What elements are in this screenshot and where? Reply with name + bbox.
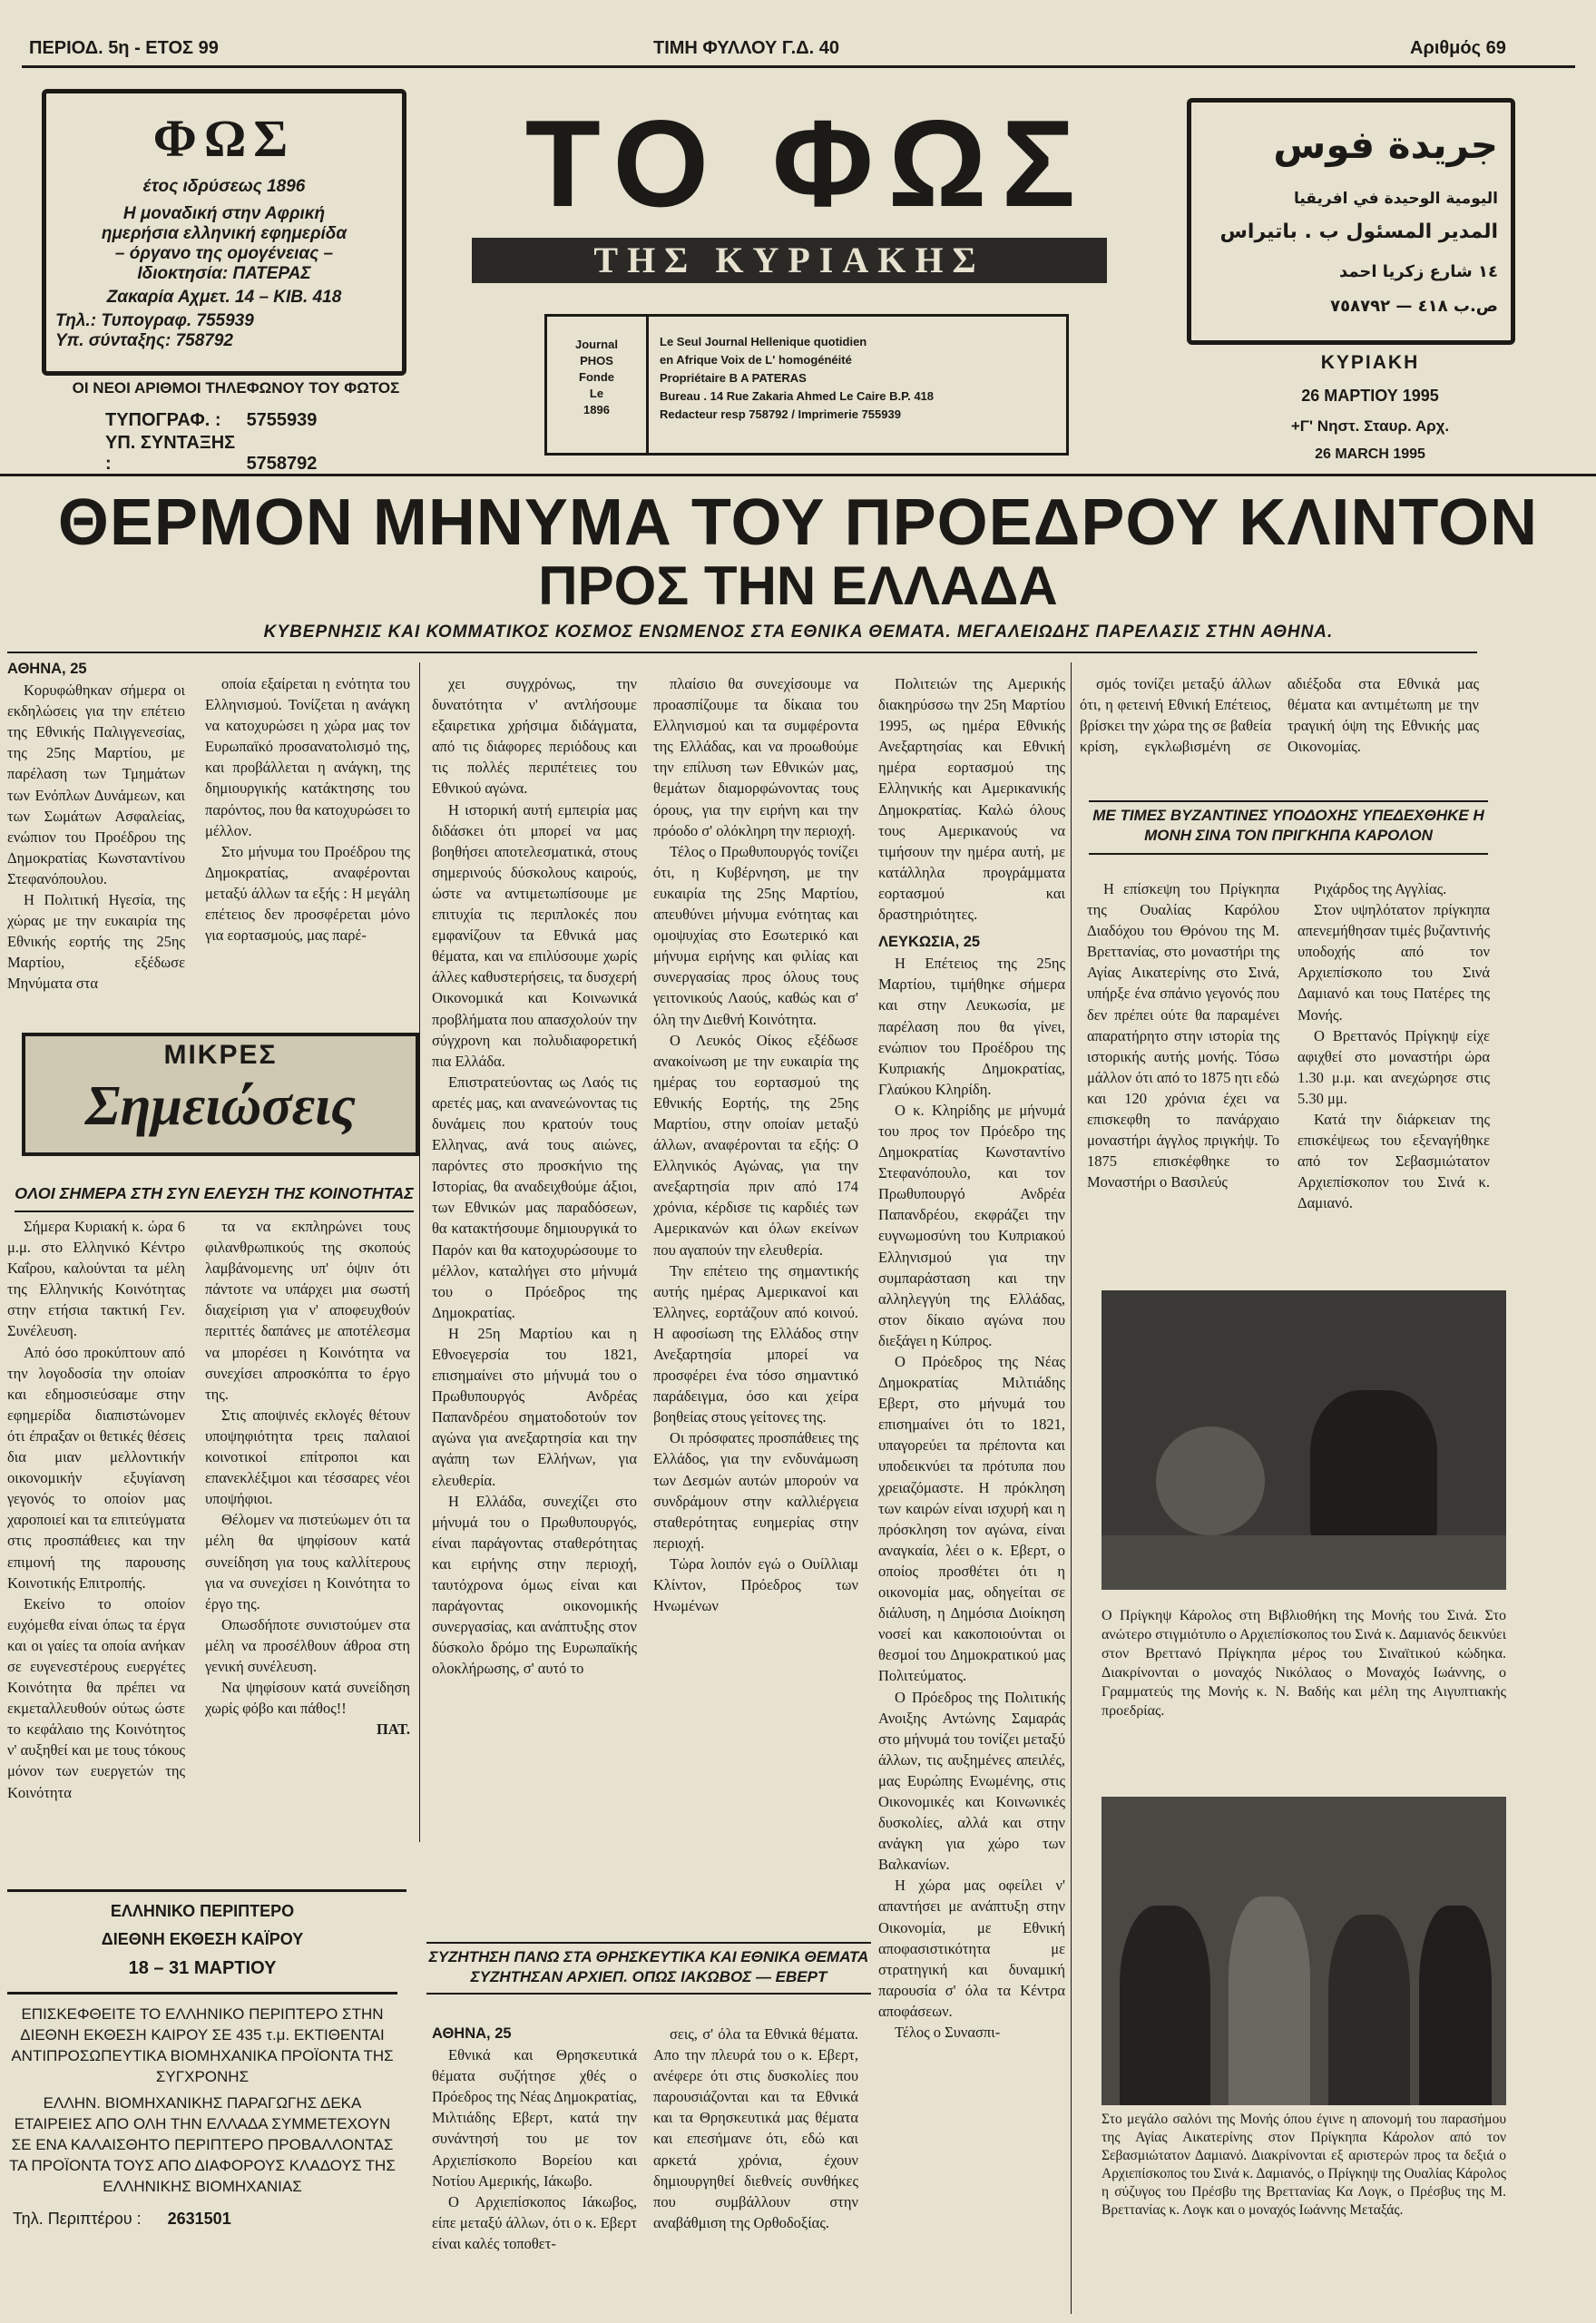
community-heading: ΟΛΟΙ ΣΗΜΕΡΑ ΣΤΗ ΣΥΝ ΕΛΕΥΣΗ ΤΗΣ ΚΟΙΝΟΤΗΤΑΣ bbox=[15, 1184, 414, 1202]
arabic-masthead-box bbox=[1187, 98, 1515, 345]
phone-block bbox=[54, 379, 417, 475]
headline-line2: ΠΡΟΣ ΤΗΝ ΕΛΛΑΔΑ bbox=[538, 555, 1058, 616]
masthead-left-box bbox=[42, 89, 406, 376]
column-banner-label: ΜΙΚΡΕΣ bbox=[163, 1040, 278, 1070]
pavilion-ad bbox=[7, 1902, 397, 2229]
article-column: Πολιτειών της Αμερικής διακηρύσσω την 25η Μαρτίου 1995, ως ημέρα Εθνικής Ανεξαρτησίας και Εθνική ημέρα εορτασμού της Ελληνικής και Αμερικανικής Δημοκρατίας. Καλώ όλους τους Αμερικανούς να τιμήσουν την ημέρα αυτή, με κατάλληλα προγράμματα εορτασμού και δραστηριότητες. ΛΕΥΚΩΣΙΑ, 25 Η Επέτειος της 25ης Μαρτίου, τιμήθηκε σήμερα και στην Λευκωσία, με παρέλαση που θα γίνει, ενώπιον του Προέδρου της Κυπριακής Δημοκρατίας, Γλαύκου Κληρίδη. Ο κ. Κληρίδης με μήνυμά του προς τον Πρόεδρο της Δημοκρατίας Κωνσταντίνο Στεφανόπουλο, και τον Πρωθυπουργό Ανδρέα Παπανδρέου, εκφράζει την ευγνωμοσύνη του Κυπριακού Ελληνισμού για την συμπαράσταση και την αλληλεγγύη της Ελλάδας, στον δίκαιο αγώνα που διεξάγει η Κύπρος. Ο Πρόεδρος της Νέας Δημοκρατίας Μιλτιάδης Εβερτ, στο μήνυμά του επισημαίνει ότι το 1821, υπαγορεύει τα πρέποντα και υποδεικνύει τα πρότυπα που χρειαζόμαστε. Η πρόκληση των καιρών είναι ισχυρή και η πρόσκληση τον αγώνα, είναι αναγκαία, λέει ο κ. Εβερτ, ο οποίος προσθέτει ότι η οικονομία μας, οδηγείται σε διάλυση, η Δημόσια Διοίκηση νοσεί και κακοποιούνται οι θεσμοί του Δημοκρατικού μας Πολιτεύματος. Ο Πρόεδρος της Πολιτικής Ανοιξης Αντώνης Σαμαράς στο μήνυμά του τονίζει μεταξύ άλλων, τις αυξημένες απειλές, μας Ευρώπης Ενωμένης, στις Οικονομικές και Κοινωνικές δυσκολίες, αλλά και στην ανάγκη για χώρο των Βαλκανίων. Η χώρα μας οφείλει ν' απαντήσει με ανάπτυξη στην Οικονομία, με Εθνική αποφασιστικότητα με στρατηγική και δυναμική παρουσία σ' όλα τα Κέντρα αποφάσεων. Τέλος ο Συνασπι- bbox=[878, 675, 1065, 2041]
founded-line: έτος ιδρύσεως 1896 bbox=[142, 177, 306, 196]
evert-heading: ΣΥΖΗΤΗΣΗ ΠΑΝΩ ΣΤΑ ΘΡΗΣΚΕΥΤΙΚΑ ΚΑΙ ΕΘΝΙΚΑ ΘΕΜΑΤΑ ΣΥΖΗΤΗΣΑΝ ΑΡΧΙΕΠ. ΟΠΩΣ ΙΑΚΩΒΟΣ — ΕΒΕΡΤ bbox=[428, 1948, 869, 1985]
weekday: ΚΥΡΙΑΚΗ bbox=[1320, 352, 1420, 373]
evert-column: ΑΘΗΝΑ, 25 Εθνικά και Θρησκευτικά θέματα συζήτησε χθές ο Πρόεδρος της Νέας Δημοκρατίας, Μιλτιάδης Εβερτ, κατά την συνάντησή του με τον Αρχιεπίσκοπο Βορείου και Νοτίου Αμερικής, Ιάκωβο. Ο Αρχιεπίσκοπος Ιάκωβος, είπε μεταξύ άλλων, ότι ο κ. Εβερτ είναι καλές τοποθετ- bbox=[432, 2025, 637, 2252]
price-info: ΤΙΜΗ ΦΥΛΛΟΥ Γ.Δ. 40 bbox=[653, 38, 839, 58]
newspaper-subtitle: ΤΗΣ ΚΥΡΙΑΚΗΣ bbox=[472, 238, 1107, 283]
arabic-line: المدير المسئول ب . باتيراس bbox=[1219, 221, 1498, 243]
author-signature: ΠΑΤ. bbox=[376, 1720, 410, 1739]
newspaper-title: ΤΟ ΦΩΣ bbox=[524, 94, 1091, 232]
evert-column: σεις, σ' όλα τα Εθνικά θέματα. Απο την πλευρά του ο κ. Εβερτ, ανέφερε ότι στις δυσκολίες που παρουσιάζονται και τα Εθνικά και τα Θρησκευτικά μας θέματα και επεσήμανε ότι, εδώ και αρκετά χρόνια, έχουν δημιουργηθεί διεθνείς συνθήκες που συμβάλλουν στην αναβάθμιση της Ορθοδοξίας. bbox=[653, 2025, 858, 2231]
ad-subtitle: ΔΙΕΘΝΗ ΕΚΘΕΣΗ ΚΑΪΡΟΥ bbox=[101, 1930, 304, 1948]
article-column: πλαίσιο θα συνεχίσουμε να προασπίζουμε τα δίκαια του Ελληνισμού και τα συμφέροντα της Ελλάδας, και να προωθούμε την επίλυση των Εθνικών μας, θεμάτων διαμορφώνοντας τους όρους, για την ειρήνη και την πρόοδο σ' ολόκληρη την περιοχή. Τέλος ο Πρωθυπουργός τονίζει ότι, η Κυβέρνηση, με την ευκαιρία της 25ης Μαρτίου, απευθύνει μήνυμα ενότητας και ομοψυχίας στο Εσωτερικό και μήνυμα ειρήνης και φιλίας και συνεργασίας προς όλους τους γειτονικούς Λαούς, καθώς και σ' όλη την Διεθνή Κοινότητα. Ο Λευκός Οίκος εξέδωσε ανακοίνωση με την ευκαιρία της ημέρας του εορτασμού της Εθνικής Εορτής, της 25ης Μαρτίου, στην οποίαν μεταξύ άλλων, αναφέρονται τα εξής: Ο Ελληνικός Αγώνας, για την ανεξαρτησία πριν από 174 χρόνια, κέρδισε τις καρδιές των Αμερικανών και όλων εκείνων που αγαπούν την ελευθερία. Την επέτειο της σημαντικής αυτής ημέρας Αμερικανοί και Έλληνες, εορτάζουν από κοινού. Η αφοσίωση της Ελλάδος στην Ανεξαρτησία μπορεί να προσφέρει ένα τόσο σημαντικό παράδειγμα, όσο και χείρα βοηθείας στους γείτονες της. Οι πρόσφατες προσπάθειες της Ελλάδος, για την ενδυνάμωση των Δεσμών αυτών μπορούν να συνδράμουν στην καλλιέργεια σταθερότητας ευημερίας στην περιοχή. Τώρα λοιπόν εγώ ο Ουίλλιαμ Κλίντον, Πρόεδρος των Ηνωμένων bbox=[653, 675, 858, 1615]
ad-dates: 18 – 31 ΜΑΡΤΙΟΥ bbox=[128, 1958, 277, 1978]
sina-heading: ΜΕ ΤΙΜΕΣ ΒΥΖΑΝΤΙΝΕΣ ΥΠΟΔΟΧΗΣ ΥΠΕΔΕΧΘΗΚΕ Η ΜΟΝΗ ΣΙΝΑ ΤΟΝ ΠΡΙΓΚΗΠΑ ΚΑΡΟΛΟΝ bbox=[1092, 807, 1484, 844]
masthead-line: ημερήσια ελληνική εφημερίδα bbox=[101, 224, 348, 243]
french-info-right: Le Seul Journal Hellenique quotidien en Afrique Voix de L' homogénéité Propriétaire B A PATERAS Bureau . 14 Rue Zakaria Ahmed Le Caire B.P. 418 Redacteur resp 758792 / Imprimerie 755939 bbox=[660, 335, 935, 421]
french-info-left: Journal PHOS Fonde Le 1896 bbox=[547, 317, 649, 453]
masthead-line: Ζακαρία Αχμετ. 14 – ΚΙΒ. 418 bbox=[106, 288, 342, 307]
ad-phone-label: Τηλ. Περιπτέρου : bbox=[13, 2210, 142, 2228]
arabic-line: اليومية الوحيدة في افريقيا bbox=[1293, 190, 1498, 208]
masthead-line: Τηλ.: Τυπογραφ. 755939 bbox=[55, 311, 254, 330]
arabic-line: ص.ب ٤١٨ — ٧٥٨٧٩٢ bbox=[1330, 297, 1498, 316]
article-column: σμός τονίζει μεταξύ άλλων ότι, η φετεινή Εθνική Επέτειος, βρίσκει την χώρα της σε βαθεία κρίση, εγκλωβισμένη σε αδιέξοδα στα Εθνικά μας θέματα και αντιμέτωπη με την τραγική όψη της Εθνικής μας Οικονομίας. bbox=[1080, 675, 1479, 756]
top-strip bbox=[22, 34, 1575, 62]
french-info-box bbox=[544, 314, 1069, 456]
headline-kicker: ΚΥΒΕΡΝΗΣΙΣ ΚΑΙ ΚΟΜΜΑΤΙΚΟΣ ΚΟΣΜΟΣ ΕΝΩΜΕΝΟΣ ΣΤΑ ΕΘΝΙΚΑ ΘΕΜΑΤΑ. ΜΕΓΑΛΕΙΩΔΗΣ ΠΑΡΕΛΑΣΙΣ ΣΤΗΝ ΑΘΗΝΑ. bbox=[263, 622, 1334, 642]
ad-body: ΕΠΙΣΚΕΦΘΕΙΤΕ ΤΟ ΕΛΛΗΝΙΚΟ ΠΕΡΙΠΤΕΡΟ ΣΤΗΝ ΔΙΕΘΝΗ ΕΚΘΕΣΗ ΚΑΙΡΟΥ ΣΕ 435 τ.μ. ΕΚΤΙΘΕΝΤΑΙ ΑΝΤΙΠΡΟΣΩΠΕΥΤΙΚΑ ΒΙΟΜΗΧΑΝΙΚΑ ΠΡΟΪΟΝΤΑ ΤΗΣ ΣΥΓΧΡΟΝΗΣ bbox=[11, 2005, 394, 2085]
ad-phone: 2631501 bbox=[167, 2210, 231, 2228]
photo-caption: Στο μεγάλο σαλόνι της Μονής όπου έγινε η απονομή του παρασήμου της Αγίας Αικατερίνης στον Πρίγκηπα Κάρολον από τον Σεβασμιώτατον Δαμιανό. Διακρίνονται εξ αριστερών προς τα δεξιά ο Αρχιεπίσκοπος του Σινά κ. Δαμιανός, ο Πρίγκηψ της Ουαλίας Κάρολος η σύζυγος του Πρέσβυ της Βρεττανίας Κα Λογκ, ο Πρέσβυς της Μ. Βρεττανίας κ. Λογκ και ο μοναχός Ιωάννης Μεταξάς. bbox=[1102, 2112, 1506, 2218]
masthead-logo: ΦΩΣ bbox=[152, 109, 296, 168]
arabic-line: ١٤ شارع زكريا احمد bbox=[1338, 262, 1498, 281]
sina-column: Η επίσκεψη του Πρίγκηπα της Ουαλίας Καρόλου Διαδόχου του Θρόνου της Μ. Βρεττανίας, στο μοναστήρι της Αγίας Αικατερίνης στο Σινά, υπήρξε ένα σπάνιο γεγονός που δεν πρέπει ούτε θα παραμένει απαρατήρητο στην ιστορία της ιστορικής αυτής μονής. Τόσω μάλλον ότι από το 1875 ητι εδώ και 120 χρόνια έχει να επισκεφθη το πανάρχαιο μοναστήρι άγγλος πριγκήψ. Το 1875 επισκέφθηκε το Μοναστήρι ο Βασιλεύς bbox=[1087, 880, 1279, 1191]
photo-salon bbox=[1102, 1797, 1506, 2105]
ad-body: ΕΛΛΗΝ. ΒΙΟΜΗΧΑΝΙΚΗΣ ΠΑΡΑΓΩΓΗΣ ΔΕΚΑ ΕΤΑΙΡΕΙΕΣ ΑΠΟ ΟΛΗ ΤΗΝ ΕΛΛΑΔΑ ΣΥΜΜΕΤΕΧΟΥΝ ΣΕ ΕΝΑ ΚΑΛΑΙΣΘΗΤΟ ΠΕΡΙΠΤΕΡΟ ΠΡΟΒΑΛΛΟΝΤΑΣ ΤΑ ΠΡΟΪΟΝΤΑ ΤΟΥΣ ΑΠΟ ΔΙΑΦΟΡΟΥΣ ΚΛΑΔΟΥΣ ΤΗΣ ΕΛΛΗΝΙΚΗΣ ΒΙΟΜΗΧΑΝΙΑΣ bbox=[9, 2094, 396, 2195]
issue-info: ΠΕΡΙΟΔ. 5η - ΕΤΟΣ 99 bbox=[29, 38, 219, 58]
masthead-line: Υπ. σύνταξης: 758792 bbox=[55, 331, 233, 350]
headline-line1: ΘΕΡΜΟΝ ΜΗΝΥΜΑ ΤΟΥ ΠΡΟΕΔΡΟΥ ΚΛΙΝΤΟΝ bbox=[57, 486, 1539, 559]
phone-label: ΥΠ. ΣΥΝΤΑΞΗΣ : bbox=[105, 433, 236, 474]
issue-date: 26 ΜΑΡΤΙΟΥ 1995 bbox=[1301, 387, 1439, 405]
article-column: ΑΘΗΝΑ, 25 Κορυφώθηκαν σήμερα οι εκδηλώσεις για την επέτειο της Εθνικής Παλιγγενεσίας, της 25ης Μαρτίου, με παρέλαση των Τμημάτων των Ενόπλων Δυνάμεων, και των Σωμάτων Ασφαλείας, ενώπιον του Προέδρου της Δημοκρατίας Κωνσταντίνου Στεφανόπουλου. Η Πολιτική Ηγεσία, της χώρας με την ευκαιρία της Εθνικής εορτής της 25ης Μαρτίου, εξέδωσε Μηνύματα στα bbox=[7, 661, 185, 993]
phone-value: 5758792 bbox=[246, 454, 318, 474]
issue-number: Αριθμός 69 bbox=[1410, 38, 1506, 58]
masthead-line: Η μοναδική στην Αφρική bbox=[122, 204, 326, 223]
community-column: τα να εκπληρώνει τους φιλανθρωπικούς της σκοπούς λαμβάνομενης υπ' όψιν ότι πάντοτε να υπάρχει μια σωστή διαχείριση για ν' αποφευχθούν περιττές δαπάνες με αποτέλεσμα να μπορέσει η Κοινότητα να συνεχίσει απροσκόπτα το έργο της. Στις αποψινές εκλογές θέτουν υποψηφιότητα τρεις παλαιοί κοινοτικοί επίτροποι και επανεκλέξιμοι και τέσσαρες νέοι υποψήφιοι. Θέλομεν να πιστεύωμεν ότι τα μέλη θα ψηφίσουν κατά συνείδηση για τους καλλίτερους για να συνεχίσει η Κοινότητα το έργο της. Οπωσδήποτε συνιστούμεν στα μέλη να προσέλθουν άθροα στη γενική συνέλευση. Να ψηφίσουν κατά συνείδηση χωρίς φόβο και πάθος!! ΠΑΤ. bbox=[205, 1216, 410, 1877]
arabic-title: جريدة فوس bbox=[1273, 123, 1498, 167]
phone-label: ΤΥΠΟΓΡΑΦ. : bbox=[105, 410, 221, 430]
column-banner bbox=[22, 1033, 419, 1156]
phones-title: ΟΙ ΝΕΟΙ ΑΡΙΘΜΟΙ ΤΗΛΕΦΩΝΟΥ ΤΟΥ ΦΩΤΟΣ bbox=[72, 379, 400, 397]
photo-library bbox=[1102, 1290, 1506, 1590]
photo-caption: Ο Πρίγκηψ Κάρολος στη Βιβλιοθήκη της Μονής του Σινά. Στο ανώτερο στιγμιότυπο ο Αρχιεπίσκοπος του Σινά κ. Δαμιανός δεικνύει στον Βρεττανό Πρίγκηπα μέρος του Σιναϊτικού κώδηκα. Διακρίνονται ο μοναχός Νικόλαος ο Μοναχός Ιωάννης, ο Γραμματεύς της Μονής κ. Ν. Βαδής και μέλη της Αιγυπτιακής προεδρίας. bbox=[1102, 1608, 1507, 1719]
feast-day: +Γ' Νηστ. Σταυρ. Αρχ. bbox=[1290, 417, 1450, 435]
phone-value: 5755939 bbox=[246, 410, 318, 430]
issue-date-en: 26 MARCH 1995 bbox=[1315, 446, 1425, 462]
community-column: Σήμερα Κυριακή κ. ώρα 6 μ.μ. στο Ελληνικό Κέντρο Καΐρου, καλούνται τα μέλη της Ελληνικής Κοινότητας στην ετήσια τακτική Γεν. Συνέλευση. Από όσο προκύπτουν από την λογοδοσία την οποίαν και εδημοσιεύσαμε στην εφημερίδα διαπιστώνομεν ότι έπραξαν οι θετικές θέσεις δια μιαν μελλοντικήν οικονομικήν εξυγίανση γεγονός το οποίον μας χαροποιεί και τα επιτεύγματα στις προσπάθειες και την επιμονή της παρουσης Κοινοτικής Επιτροπής. Εκείνο το οποίον ευχόμεθα είναι όπως τα έργα και οι γαίες τα οποία ανήκαν σε ευγενεστέρους ευεργέτες Κοινότητα θα πρέπει να εκμεταλλευθούν ούτως ώστε το κεφάλαιο της Κοινότητος ν' αυξηθεί και με τους τόκους μόνον των ευεργετών της Κοινότητα bbox=[7, 1218, 185, 1801]
article-column: οποία εξαίρεται η ενότητα του Ελληνισμού. Τονίζεται η ανάγκη να κατοχυρώσει η χώρα μας τον Ευρωπαϊκό προσανατολισμό της, και προβάλλεται η ανάγκη, της δημιουργικής κατάκτησης του παρόντος, που θα κατοχυρώσει το μέλλον. Στο μήνυμα του Προέδρου της Δημοκρατίας, αναφέρονται μεταξύ άλλων τα εξής : Η μεγάλη επέτειος δεν προσφέρεται μόνο για εορτασμούς, μας παρέ- bbox=[205, 675, 410, 945]
article-column: χει συγχρόνως, την δυνατότητα ν' αντλήσουμε εξαιρετικα χρήσιμα διδάγματα, από τις διάφορες περιόδους και τις πολλές περιπέτειες του Εθνικού αγώνα. Η ιστορική αυτή εμπειρία μας διδάσκει ότι μπορεί να μας βοηθήσει αποτελεσματικά, στους σημερινούς δύσκολους καιρούς, ώστε να αντιμετωπίσουμε με επιτυχία τις περιπλοκές που εμφανίζουν τα Εθνικά μας θέματα, και να επιλύσουμε χωρίς άλλες καθυστερήσεις, τα δυσχερή Οικονομικά και Κοινωνικά προβλήματα που απασχολούν την σύγχρονη και πολυδιαφορετική πια Ελλάδα. Επιστρατεύοντας ως Λαός τις αρετές μας, και ανανεώνοντας τις δυνάμεις που κρατούν τους Ελληνας, ανά τους αιώνες, παρόντες στο προσκήνιο της Ιστορίας, θα αναδειχθούμε άξιοι, των Εθνικών μας παραδόσεων, θα κατακτήσουμε δημιουργικά το Παρόν και θα κατοχυρώσουμε το μέλλον, καταλήγει στο μήνυμά του ο Πρόεδρος της Δημοκρατίας. Η 25η Μαρτίου και η Εθνοεγερσία του 1821, επισημαίνει στο μήνυμά του ο Πρωθυπουργός Ανδρέας Παπανδρέου σηματοδοτούν τον αγώνα για ανεξαρτησία και την αγάπη των Ελλήνων, για ελευθερία. Η Ελλάδα, συνεχίζει στο μήνυμά του ο Πρωθυπουργός, είναι παράγοντας σταθερότητας και ειρήνης στην περιοχή, ταυτόχρονα όμως είναι και παράγοντας οικονομικής συνεργασίας, και ανάπτυξης στον δύσκολο δρόμο της Ευρωπαϊκής ολοκλήρωσης, σ' αυτό το bbox=[432, 675, 637, 1678]
column-banner-script: Σημειώσεις bbox=[84, 1075, 357, 1137]
sina-column: Ριχάρδος της Αγγλίας. Στον υψηλότατον πρίγκηπα απενεμήθησαν τιμές βυζαντινής υποδοχής από τον Αρχιεπίσκοπο του Σινά Δαμιανό και τους Πατέρες της Μονής. Ο Βρεττανός Πρίγκηψ είχε αφιχθεί στο μοναστήρι ώρα 1.30 μ.μ. και ανεχώρησε στις 5.30 μμ. Κατά την διάρκειαν της επισκέψεως του εξεναγήθηκε από τον Σεβασμιώτατον Αρχιεπίσκοπον του Σινά κ. Δαμιανό. bbox=[1297, 880, 1490, 1212]
masthead-line: Ιδιοκτησία: ΠΑΤΕΡΑΣ bbox=[137, 264, 311, 283]
masthead-line: – όργανο της ομογένειας – bbox=[114, 244, 334, 263]
ad-title: ΕΛΛΗΝΙΚΟ ΠΕΡΙΠΤΕΡΟ bbox=[110, 1902, 295, 1920]
